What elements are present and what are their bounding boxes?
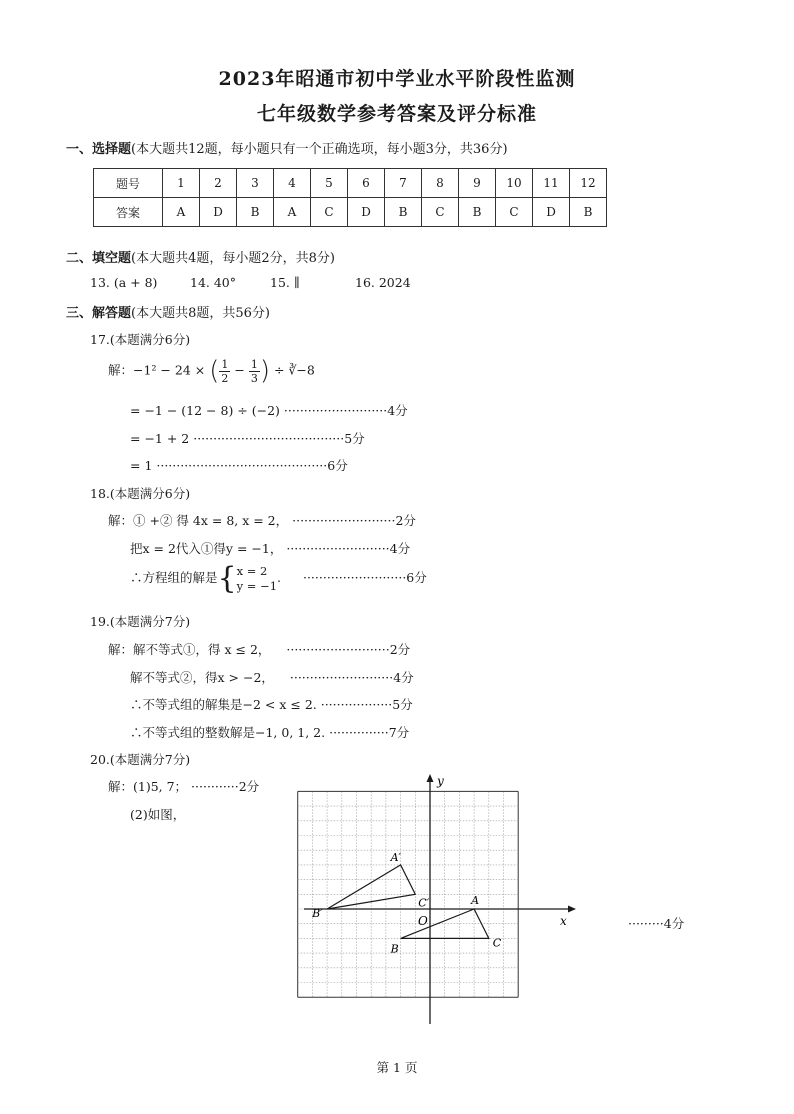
- q17-step-1: [130, 401, 408, 419]
- point-a-prime-label: A′: [390, 850, 402, 864]
- q18-title: 18.(本题满分6分): [90, 486, 191, 501]
- table-cell: 2: [200, 169, 237, 198]
- section1-note: (本大题共12题，每小题只有一个正确选项，每小题3分，共36分): [131, 142, 508, 157]
- page-number: 第 1 页: [376, 1060, 418, 1075]
- q17-expr-b: ÷ ∛−8: [273, 362, 315, 378]
- score-dots: ··························: [286, 642, 390, 657]
- score-label: 4分: [663, 916, 685, 931]
- table-cell: B: [570, 198, 607, 227]
- step-text: = 1: [130, 458, 153, 473]
- score-dots: ···············: [329, 725, 389, 740]
- row-label-number: 题号: [94, 169, 163, 198]
- score-label: 4分: [389, 541, 411, 556]
- point-c-prime-label: C′: [418, 896, 430, 910]
- q19-step-3: [130, 695, 413, 713]
- fraction-2-numerator: 1: [250, 357, 258, 371]
- score-dots: ··························: [283, 403, 388, 418]
- q20-line-1: [108, 777, 259, 795]
- score-label: 4分: [393, 670, 414, 685]
- y-axis-label: y: [437, 774, 444, 788]
- brace-icon: {: [217, 561, 237, 596]
- section1-heading: [66, 138, 508, 157]
- table-cell: B: [459, 198, 496, 227]
- q19-step-1: [108, 640, 410, 658]
- score-dots: ··························: [292, 513, 396, 528]
- table-cell: 10: [496, 169, 533, 198]
- page-title: 2023年昭通市初中学业水平阶段性监测: [218, 68, 576, 90]
- table-cell: 8: [422, 169, 459, 198]
- q19-step-2: [130, 668, 414, 686]
- step-text: 解：① +② 得 4x = 8, x = 2，: [108, 513, 289, 528]
- q17-step-2: [130, 429, 365, 447]
- triangle-a-prime-b-prime-c-prime: [327, 865, 415, 909]
- score-label: 2分: [389, 642, 411, 657]
- score-dots: ·········: [628, 916, 664, 931]
- section2-note: (本大题共4题，每小题2分，共8分): [131, 251, 335, 266]
- point-b-label: B: [390, 942, 399, 956]
- table-row-answers: [94, 198, 607, 227]
- q17-title: 17.(本题满分6分): [90, 332, 191, 347]
- table-cell: A: [163, 198, 200, 227]
- section3-note: (本大题共8题，共56分): [131, 306, 270, 321]
- table-cell: D: [348, 198, 385, 227]
- table-cell: 5: [311, 169, 348, 198]
- q20-title: 20.(本题满分7分): [90, 752, 191, 767]
- score-label: 7分: [388, 725, 410, 740]
- answer-table: [93, 168, 607, 227]
- table-cell: D: [200, 198, 237, 227]
- score-dots: ··························: [289, 670, 394, 685]
- table-cell: C: [422, 198, 459, 227]
- step-text: ∴不等式组的解集是−2 < x ≤ 2.: [130, 697, 317, 712]
- q19-title: 19.(本题满分7分): [90, 614, 191, 629]
- fill-answer-15: 15. ∥: [270, 275, 300, 290]
- table-cell: 11: [533, 169, 570, 198]
- q20-graph-score: [628, 914, 684, 932]
- table-cell: 4: [274, 169, 311, 198]
- score-label: 2分: [395, 513, 416, 528]
- score-dots: ··················: [320, 697, 393, 712]
- point-c-label: C: [492, 936, 502, 950]
- q17-expr-a: −1² − 24 ×: [133, 362, 206, 378]
- table-cell: C: [311, 198, 348, 227]
- section2-title: 二、填空题: [66, 251, 132, 266]
- section1-title: 一、选择题: [66, 142, 132, 157]
- right-paren-icon: ): [259, 356, 270, 386]
- q18-step-3: [130, 561, 427, 596]
- table-row-numbers: [94, 169, 607, 198]
- table-cell: 1: [163, 169, 200, 198]
- q18-step-1: [108, 511, 416, 529]
- score-label: 6分: [327, 458, 348, 473]
- table-cell: B: [237, 198, 274, 227]
- page-subtitle: 七年级数学参考答案及评分标准: [256, 103, 537, 125]
- fill-answer-14: 14. 40°: [190, 275, 237, 290]
- score-dots: ······································: [193, 431, 345, 446]
- step-text: 解：(1)5, 7；: [108, 779, 188, 794]
- q17-minus: −: [234, 362, 245, 378]
- table-cell: 7: [385, 169, 422, 198]
- fraction-1: [219, 358, 230, 385]
- system-line-1: x = 2: [236, 563, 268, 578]
- fraction-1-denominator: 2: [221, 371, 229, 385]
- step-text: 解不等式②，得x > −2，: [130, 670, 274, 685]
- table-cell: B: [385, 198, 422, 227]
- section3-title: 三、解答题: [66, 306, 132, 321]
- coordinate-grid-figure: [296, 772, 586, 1034]
- table-cell: 12: [570, 169, 607, 198]
- table-cell: D: [533, 198, 570, 227]
- score-label: 6分: [406, 570, 427, 585]
- step-text: = −1 + 2: [130, 431, 190, 446]
- q19-step-4: [130, 723, 409, 741]
- fill-answer-16: 16. 2024: [355, 275, 411, 290]
- q17-prefix: 解：: [108, 362, 134, 378]
- table-cell: 6: [348, 169, 385, 198]
- fill-answer-13: 13. (a + 8): [90, 275, 158, 290]
- table-cell: A: [274, 198, 311, 227]
- point-b-prime-label: B′: [312, 907, 323, 920]
- q17-step-3: [130, 456, 348, 474]
- row-label-answer: 答案: [94, 198, 163, 227]
- score-label: 2分: [238, 779, 260, 794]
- y-axis-arrow-icon: [427, 774, 434, 782]
- step-text: ∴不等式组的整数解是−1, 0, 1, 2.: [130, 725, 326, 740]
- score-label: 4分: [387, 403, 408, 418]
- score-label: 5分: [392, 697, 413, 712]
- grid-lines: [298, 791, 519, 997]
- table-cell: 3: [237, 169, 274, 198]
- score-dots: ··························: [286, 541, 390, 556]
- step-text: 解：解不等式①，得 x ≤ 2，: [108, 642, 271, 657]
- q17-expression: [108, 356, 315, 386]
- table-cell: C: [496, 198, 533, 227]
- score-label: 5分: [344, 431, 365, 446]
- x-axis-label: x: [560, 914, 567, 928]
- x-axis-arrow-icon: [568, 906, 576, 913]
- origin-label: O: [418, 914, 428, 928]
- step-text: ∴方程组的解是: [130, 570, 218, 585]
- fraction-2-denominator: 3: [250, 371, 258, 385]
- equation-system: [237, 564, 277, 594]
- table-cell: 9: [459, 169, 496, 198]
- q20-line-2: (2)如图，: [130, 807, 186, 822]
- step-text: 把x = 2代入①得y = −1，: [130, 541, 283, 556]
- q18-step-2: [130, 539, 410, 557]
- left-paren-icon: (: [209, 356, 220, 386]
- score-dots: ···········································: [156, 458, 328, 473]
- section2-heading: [66, 247, 335, 266]
- score-dots: ············: [191, 779, 239, 794]
- step-end: .: [277, 570, 281, 585]
- fraction-1-numerator: 1: [221, 357, 229, 371]
- point-a-label: A: [471, 894, 480, 907]
- fraction-2: [249, 358, 260, 385]
- step-text: = −1 − (12 − 8) ÷ (−2): [130, 403, 280, 418]
- score-dots: ··························: [302, 570, 407, 585]
- system-line-2: y = −1: [236, 578, 278, 593]
- section3-heading: [66, 302, 270, 321]
